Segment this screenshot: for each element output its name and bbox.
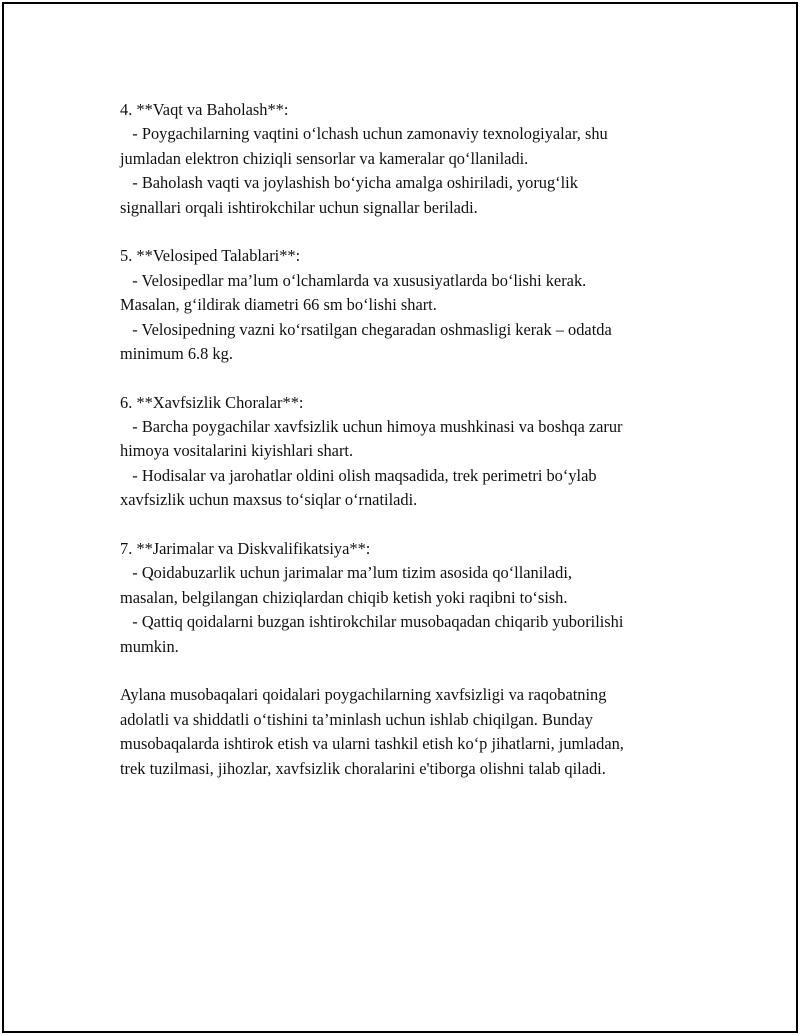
text-line: adolatli va shiddatli o‘tishini ta’minlash uchun ishlab chiqilgan. Bunday	[120, 709, 593, 729]
page-frame	[2, 2, 798, 1033]
text-line: - Poygachilarning vaqtini o‘lchash uchun zamonaviy texnologiyalar, shu	[120, 124, 608, 144]
paragraph-gap	[120, 659, 710, 683]
text-line: minimum 6.8 kg.	[120, 343, 233, 363]
text-line: musobaqalarda ishtirok etish va ularni tashkil etish ko‘p jihatlarni, jumladan,	[120, 734, 624, 754]
text-line: himoya vositalarini kiyishlari shart.	[120, 441, 354, 461]
text-line: Masalan, g‘ildirak diametri 66 sm bo‘lishi shart.	[120, 295, 437, 315]
text-line: - Velosipedlar ma’lum o‘lchamlarda va xususiyatlarda bo‘lishi kerak.	[120, 270, 587, 290]
text-line: - Qattiq qoidalarni buzgan ishtirokchilar musobaqadan chiqarib yuborilishi	[120, 612, 624, 632]
paragraph-gap	[120, 513, 710, 537]
section-heading: 7. **Jarimalar va Diskvalifikatsiya**:	[120, 539, 371, 559]
section-heading: 6. **Xavfsizlik Choralar**:	[120, 392, 304, 412]
text-line: - Baholash vaqti va joylashish bo‘yicha amalga oshiriladi, yorug‘lik	[120, 173, 578, 193]
section-heading: 5. **Velosiped Talablari**:	[120, 246, 301, 266]
text-line: jumladan elektron chiziqli sensorlar va kameralar qo‘llaniladi.	[120, 148, 529, 168]
section-xavfsizlik-choralar	[120, 391, 710, 513]
text-line: xavfsizlik uchun maxsus to‘siqlar o‘rnatiladi.	[120, 490, 418, 510]
text-line: masalan, belgilangan chiziqlardan chiqib ketish yoki raqibni to‘sish.	[120, 587, 568, 607]
section-vaqt-va-baholash	[120, 98, 710, 220]
text-line: - Qoidabuzarlik uchun jarimalar ma’lum tizim asosida qo‘llaniladi,	[120, 563, 572, 583]
text-line: - Barcha poygachilar xavfsizlik uchun himoya mushkinasi va boshqa zarur	[120, 417, 623, 437]
section-heading: 4. **Vaqt va Baholash**:	[120, 100, 289, 119]
text-line: - Hodisalar va jarohatlar oldini olish maqsadida, trek perimetri bo‘ylab	[120, 465, 597, 485]
section-velosiped-talablari	[120, 244, 710, 366]
paragraph-gap	[120, 366, 710, 390]
text-line: trek tuzilmasi, jihozlar, xavfsizlik choralarini e'tiborga olishni talab qiladi.	[120, 758, 606, 778]
section-jarimalar-va-diskvalifikatsiya	[120, 537, 710, 659]
text-line: signallari orqali ishtirokchilar uchun signallar beriladi.	[120, 197, 478, 217]
text-line: Aylana musobaqalari qoidalari poygachilarning xavfsizligi va raqobatning	[120, 685, 607, 705]
text-line: mumkin.	[120, 636, 179, 656]
conclusion-paragraph	[120, 683, 710, 781]
document-body	[120, 98, 710, 781]
text-line: - Velosipedning vazni ko‘rsatilgan chegaradan oshmasligi kerak – odatda	[120, 319, 612, 339]
paragraph-gap	[120, 220, 710, 244]
